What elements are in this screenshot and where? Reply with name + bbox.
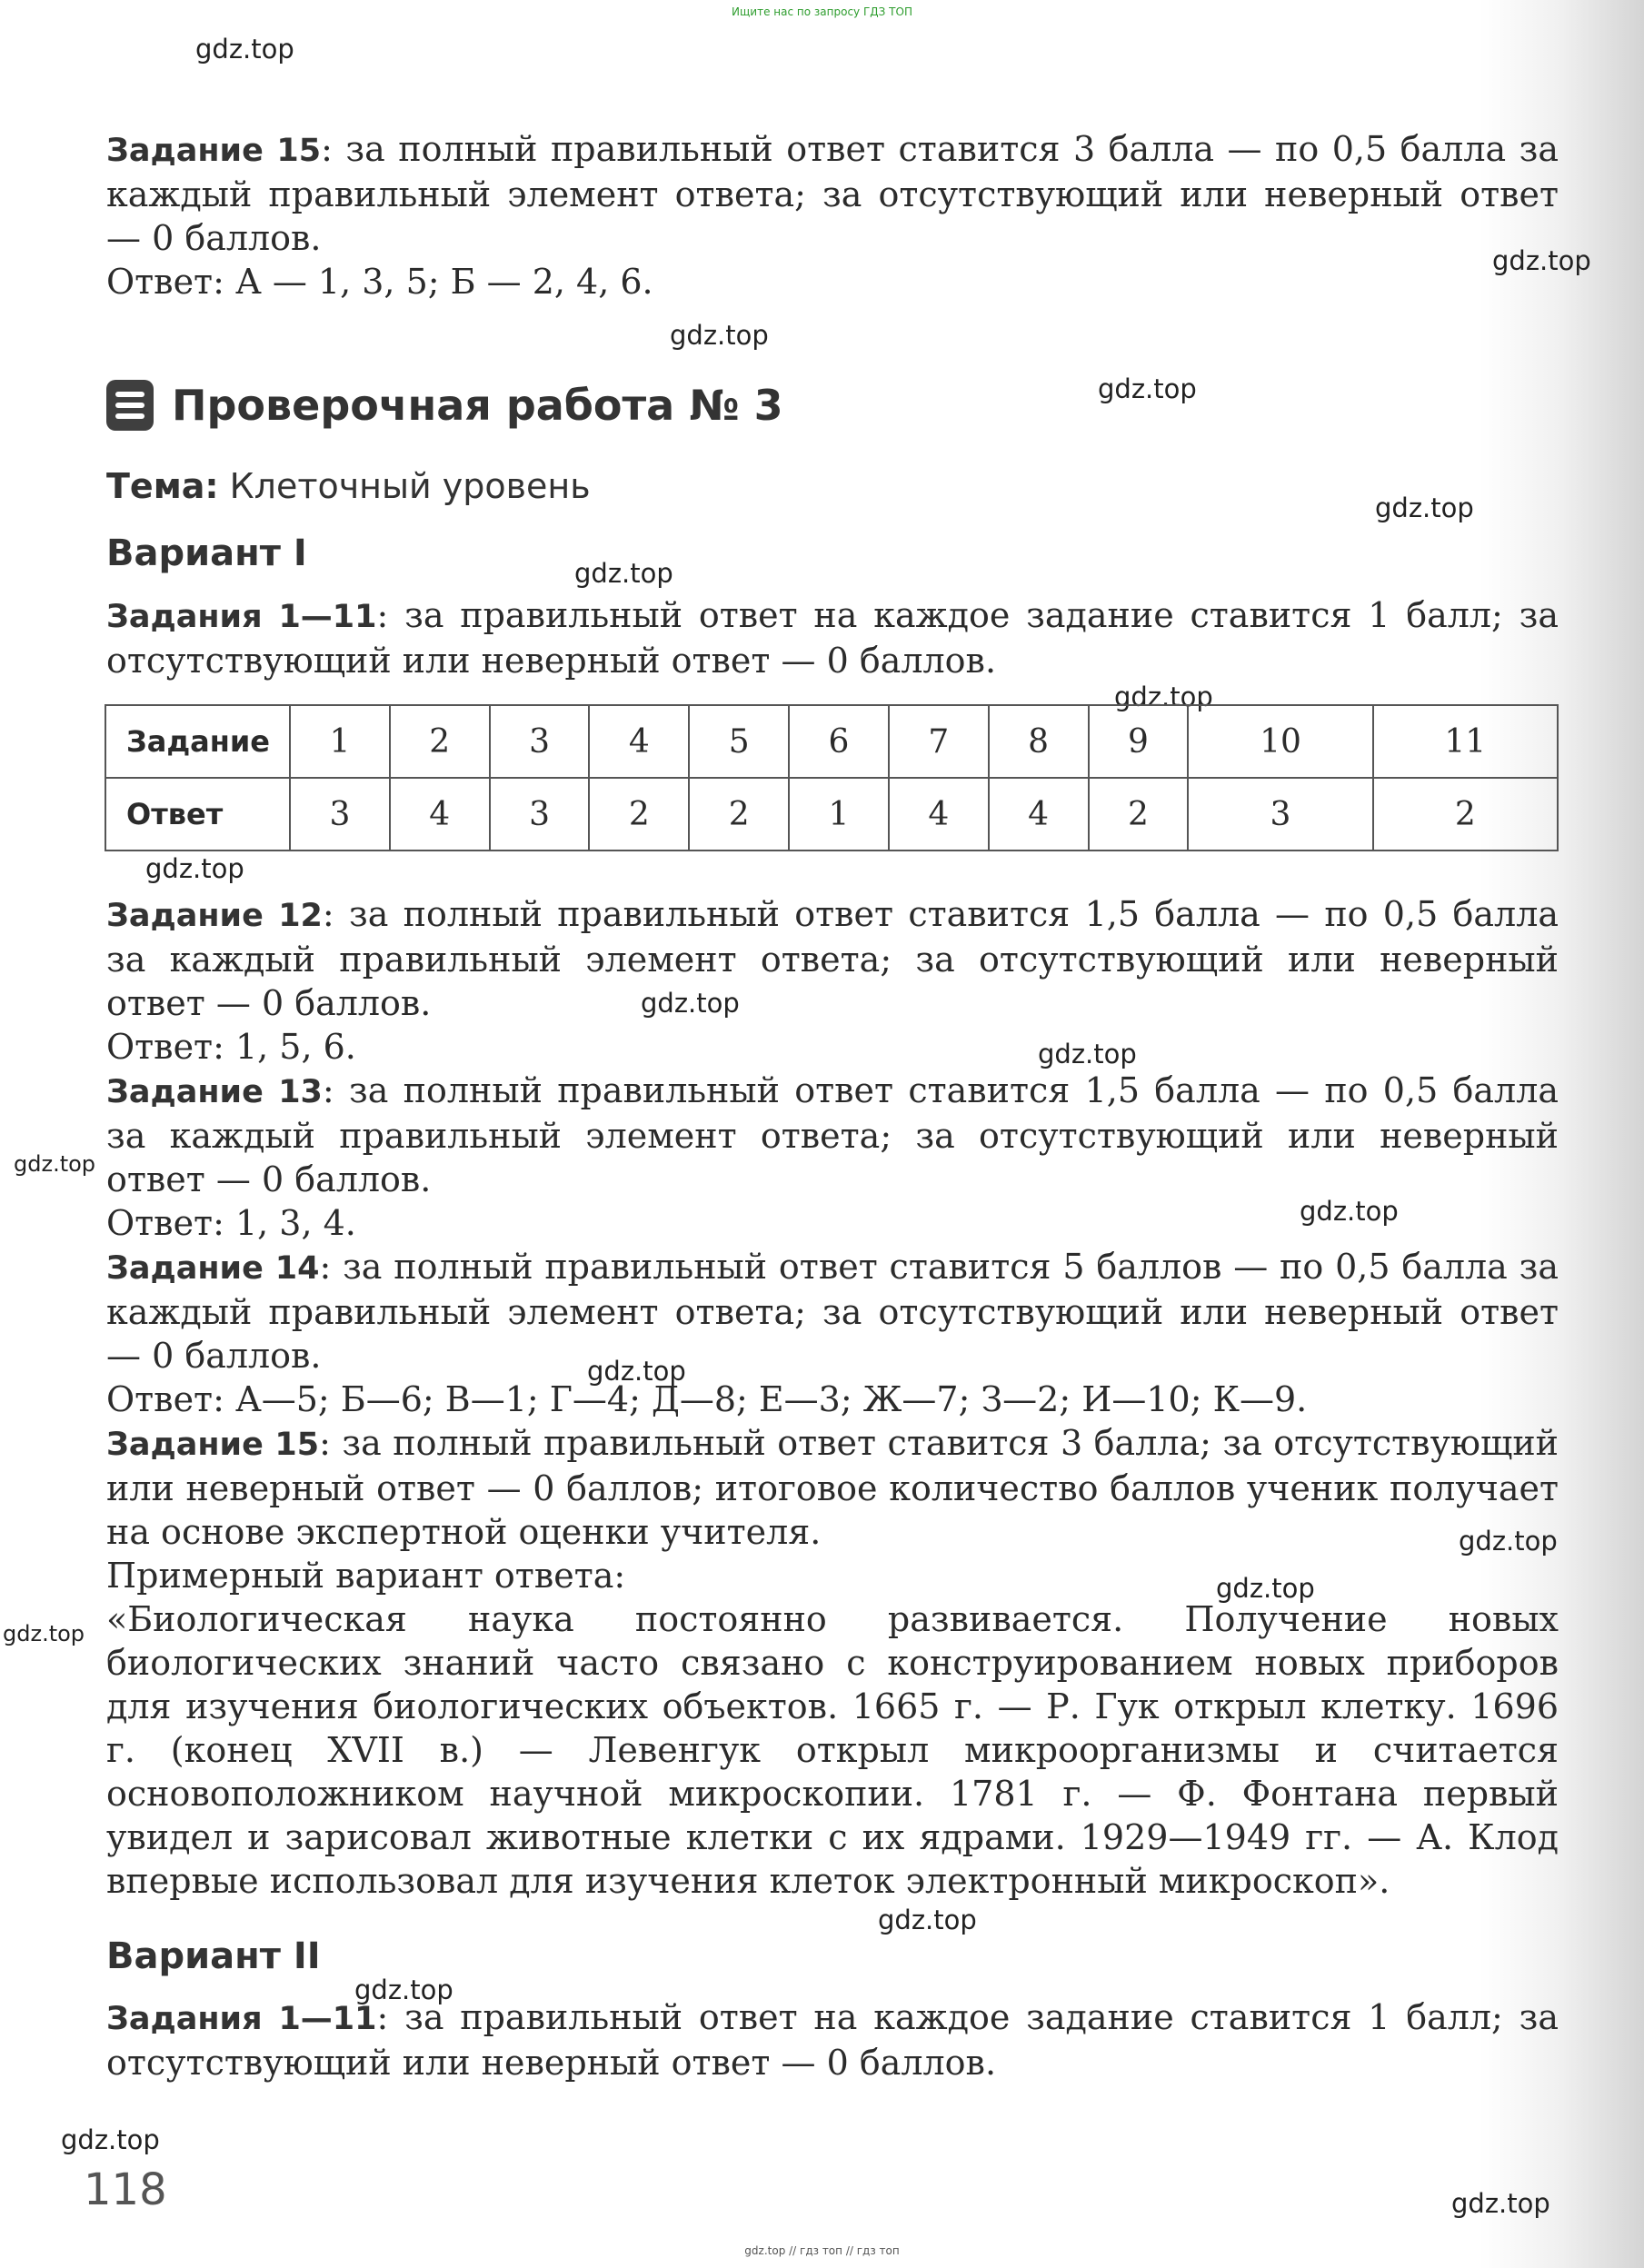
variant-1-intro <box>106 593 1559 682</box>
watermark: gdz.top <box>1300 1196 1399 1227</box>
top-banner: Ищите нас по запросу ГДЗ ТОП <box>732 5 912 18</box>
section-title-text: Проверочная работа № 3 <box>172 381 783 430</box>
sample-answer-label: Примерный вариант ответа: <box>106 1556 626 1596</box>
table-cell: 2 <box>1373 778 1558 850</box>
list-icon <box>106 380 154 431</box>
table-cell: 8 <box>989 705 1089 778</box>
theme-value: Клеточный уровень <box>218 466 591 506</box>
watermark: gdz.top <box>195 34 294 65</box>
task-text: : за полный правильный ответ ставится 1,5 балла — по 0,5 балла за каждый правильный элемент ответа; за отсутствующий или неверный ответ — 0 баллов. <box>106 1070 1559 1199</box>
watermark: gdz.top <box>587 1356 686 1387</box>
table-cell: 2 <box>390 705 490 778</box>
table-cell: 4 <box>889 778 989 850</box>
table-cell: 11 <box>1373 705 1558 778</box>
table-cell: 2 <box>689 778 789 850</box>
theme-label: Тема: <box>106 466 219 506</box>
table-cell: 4 <box>989 778 1089 850</box>
answer-line: Ответ: А—5; Б—6; В—1; Г—4; Д—8; Е—3; Ж—7; З—2; И—10; К—9. <box>106 1379 1308 1419</box>
task-text: : за правильный ответ на каждое задание ставится 1 балл; за отсутствующий или неверный ответ — 0 баллов. <box>106 595 1559 681</box>
watermark: gdz.top <box>145 853 244 884</box>
watermark: gdz.top <box>354 1975 453 2005</box>
task-label: Задание 13 <box>106 1074 323 1110</box>
task-label: Задание 12 <box>106 898 323 934</box>
intro-paragraph <box>106 593 1559 682</box>
table-cell: 3 <box>1188 778 1372 850</box>
task-15-paragraph <box>106 1421 1559 1554</box>
watermark: gdz.top <box>1114 681 1213 712</box>
theme-heading <box>106 466 591 506</box>
answer-line: Ответ: 1, 5, 6. <box>106 1027 356 1067</box>
watermark: gdz.top <box>1098 373 1197 404</box>
watermark: gdz.top <box>1492 245 1591 276</box>
table-cell: 4 <box>589 705 689 778</box>
task-15-paragraph <box>106 127 1559 260</box>
answers-table <box>105 704 1559 851</box>
table-cell: 3 <box>290 778 390 850</box>
task-label: Задание 14 <box>106 1250 320 1287</box>
task-label: Задание 15 <box>106 1427 320 1463</box>
watermark: gdz.top <box>574 558 673 589</box>
task-text: : за полный правильный ответ ставится 3 балла; за отсутствующий или неверный ответ — 0 баллов; итоговое количество баллов ученик получает на основе экспертной оценки учителя. <box>106 1423 1559 1552</box>
task-text: : за полный правильный ответ ставится 5 баллов — по 0,5 балла за каждый правильный элемент ответа; за отсутствующий или неверный ответ — 0 баллов. <box>106 1247 1559 1376</box>
table-row-tasks <box>105 705 1558 778</box>
section-title <box>106 380 783 431</box>
answer-line: Ответ: А — 1, 3, 5; Б — 2, 4, 6. <box>106 262 653 302</box>
prev-task-15-block <box>106 127 1559 303</box>
table-cell: 9 <box>1089 705 1189 778</box>
task-14-paragraph <box>106 1245 1559 1378</box>
table-cell: 3 <box>490 705 590 778</box>
table-cell: 4 <box>390 778 490 850</box>
table-cell: 1 <box>290 705 390 778</box>
task-label: Задание 15 <box>106 133 322 169</box>
watermark: gdz.top <box>1216 1573 1315 1604</box>
task-text: : за полный правильный ответ ставится 3 балла — по 0,5 балла за каждый правильный элемент ответа; за отсутствующий или неверный ответ — 0 баллов. <box>106 129 1559 258</box>
variant-1-heading: Вариант I <box>106 532 307 574</box>
table-cell: 1 <box>789 778 889 850</box>
table-cell: 10 <box>1188 705 1372 778</box>
watermark: gdz.top <box>61 2124 160 2155</box>
variant-1-tasks <box>106 892 1559 1903</box>
table-cell: 3 <box>490 778 590 850</box>
task-text: : за полный правильный ответ ставится 1,5 балла — по 0,5 балла за каждый правильный элемент ответа; за отсутствующий или неверный ответ — 0 баллов. <box>106 894 1559 1023</box>
task-12-paragraph <box>106 892 1559 1025</box>
answer-line: Ответ: 1, 3, 4. <box>106 1203 356 1243</box>
sample-answer-text: «Биологическая наука постоянно развивается. Получение новых биологических знаний часто связано с конструированием новых приборов для изучения биологических объектов. 1665 г. — Р. Гук открыл клетку. 1696 г. (конец XVII в.) — Левенгук открыл микроорганизмы и считается основоположником научной микроскопии. 1781 г. — Ф. Фонтана первый увидел и зарисовал животные клетки с их ядрами. 1929—1949 гг. — А. Клод впервые использовал для изучения клеток электронный микроскоп». <box>106 1599 1559 1901</box>
variant-2-heading: Вариант II <box>106 1935 321 1977</box>
table-cell: 6 <box>789 705 889 778</box>
watermark: gdz.top <box>3 1621 85 1646</box>
table-cell: 5 <box>689 705 789 778</box>
watermark: gdz.top <box>1451 2188 1550 2219</box>
watermark: gdz.top <box>1459 1526 1558 1557</box>
table-cell: 7 <box>889 705 989 778</box>
task-label: Задания 1—11 <box>106 2001 377 2037</box>
watermark: gdz.top <box>14 1151 96 1177</box>
table-cell: 2 <box>589 778 689 850</box>
watermark: gdz.top <box>670 320 769 351</box>
intro-paragraph <box>106 1995 1559 2084</box>
table-row-answers <box>105 778 1558 850</box>
row-header: Задание <box>105 705 290 778</box>
watermark: gdz.top <box>1038 1039 1137 1069</box>
watermark: gdz.top <box>1375 492 1474 523</box>
watermark: gdz.top <box>641 988 740 1019</box>
table-cell: 2 <box>1089 778 1189 850</box>
row-header: Ответ <box>105 778 290 850</box>
page-number: 118 <box>84 2164 167 2215</box>
task-13-paragraph <box>106 1069 1559 1201</box>
watermark: gdz.top <box>878 1905 977 1935</box>
task-text: : за правильный ответ на каждое задание ставится 1 балл; за отсутствующий или неверный ответ — 0 баллов. <box>106 1997 1559 2083</box>
variant-2-intro <box>106 1995 1559 2084</box>
task-label: Задания 1—11 <box>106 599 377 635</box>
bottom-banner: gdz.top // гдз топ // гдз топ <box>744 2244 900 2257</box>
